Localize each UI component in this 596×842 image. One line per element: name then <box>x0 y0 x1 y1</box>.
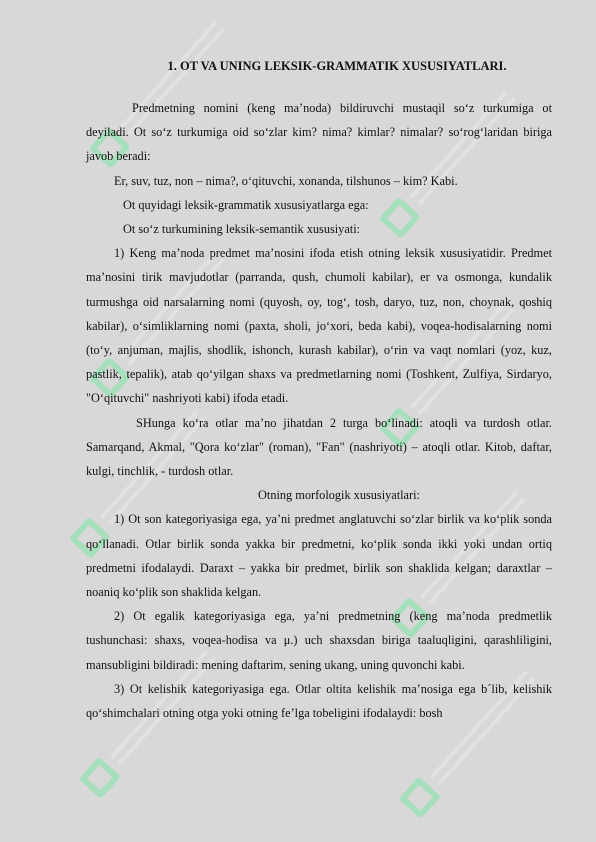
paragraph: 1) Keng ma’noda predmet ma’nosini ifoda etish otning leksik xususiyatidir. Predmet ma’nosini tirik mavjudotlar (parranda, qush, chumoli kabilar), er va osmonga, kundalik turmushga oid narsalarning nomi (quyosh, oy, tog‘, tosh, daryo, tuz, non, choynak, qoshiq kabilar), o‘simliklarning nomi (paxta, sholi, jo‘xori, beda kabi), voqea-hodisalarning nomi (to‘y, anjuman, majlis, shodlik, ishonch, kurash kabilar), o‘rin va vaqt nomlari (yoz, kuz, pastlik, tepalik), atab qo‘yilgan shaxs va predmetlarning nomi (Toshkent, Zulfiya, Sirdaryo, "O‘qituvchi" nashriyoti kabi) ifoda etadi. <box>86 246 552 406</box>
section-title: 1. OT VA UNING LEKSIK-GRAMMATIK XUSUSIYATLARI. <box>167 59 507 73</box>
subheading: Otning morfologik xususiyatlari: <box>258 488 420 503</box>
document-body <box>86 56 552 725</box>
paragraph: 3) Ot kelishik kategoriyasiga ega. Otlar oltita kelishik ma’nosiga ega b´lib, kelishik qo‘shimchalari otning otga yoki otning fe’lga tobeligini ifodalaydi: bosh <box>86 681 552 721</box>
watermark-mark-icon <box>399 777 441 819</box>
watermark-mark-icon <box>79 757 121 799</box>
paragraph: Er, suv, tuz, non – nima?, o‘qituvchi, xonanda, tilshunos – kim? Kabi. <box>114 173 458 188</box>
paragraph: Predmetning nomini (keng ma’noda) bildiruvchi mustaqil so‘z turkumiga ot deyiladi. Ot so‘z turkumiga oid so‘zlar kim? nima? kimlar? nimalar? so‘rog‘laridan biriga javob beradi: <box>86 101 552 164</box>
paragraph: 1) Ot son kategoriyasiga ega, ya’ni predmet anglatuvchi so‘zlar birlik va ko‘plik sonda qo‘llanadi. Otlar birlik sonda yakka bir predmetni, ko‘plik sonda ikki yoki undan ortiq predmetni ifodalaydi. Daraxt – yakka bir predmet, birlik son shaklida kelgan; daraxtlar – noaniq ko‘plik son shaklida kelgan. <box>86 512 552 600</box>
paragraph: Ot so‘z turkumining leksik-semantik xususiyati: <box>123 222 361 237</box>
paragraph: SHunga ko‘ra otlar ma’no jihatdan 2 turga bo‘linadi: atoqli va turdosh otlar. Samarqand, Akmal, "Qora ko‘zlar" (roman), "Fan" (nashriyoti) – atoqli otlar. Kitob, daftar, kulgi, tinchlik, - turdosh otlar. <box>86 415 552 479</box>
paragraph: Ot quyidagi leksik-grammatik xususiyatlarga ega: <box>123 197 369 212</box>
paragraph: 2) Ot egalik kategoriyasiga ega, ya’ni predmetning (keng ma’noda predmetlik tushunchasi: shaxs, voqea-hodisa va μ.) uch shaxsdan biriga taaluqligini, qarashliligini, mansubligini bildiradi: mening daftarim, sening ukang, uning quvonchi kabi. <box>86 609 552 672</box>
